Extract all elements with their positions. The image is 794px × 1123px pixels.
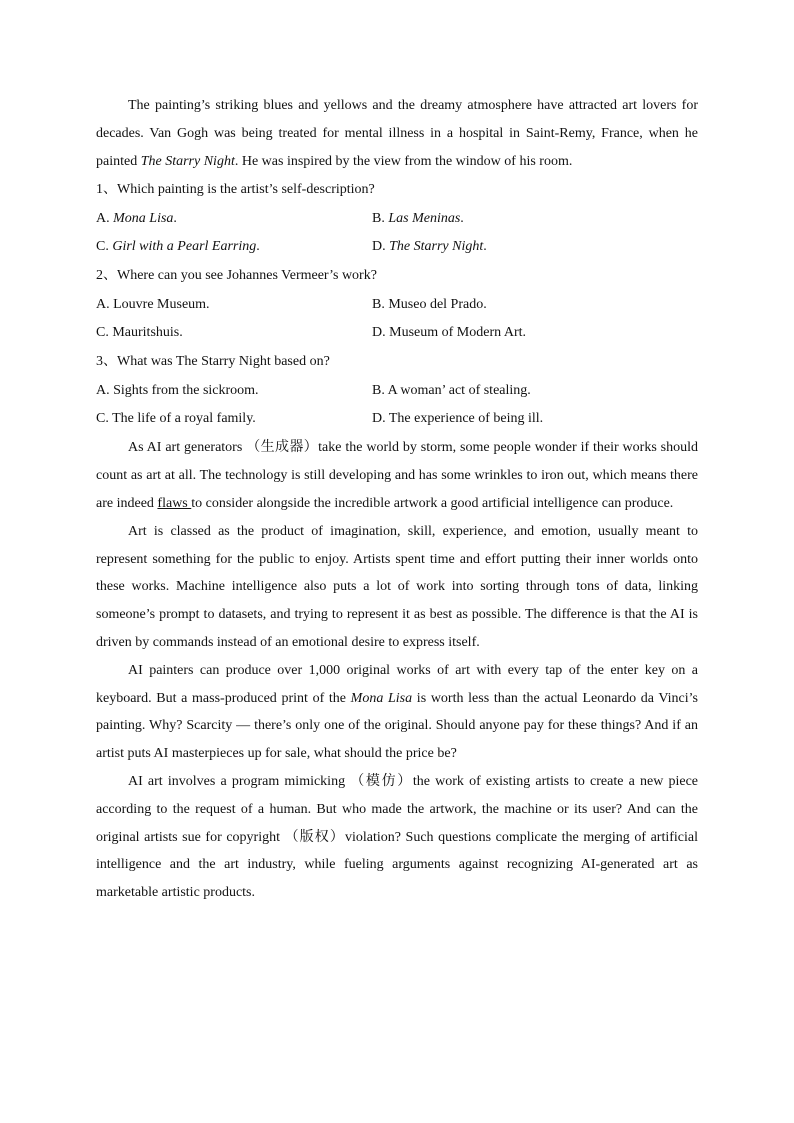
option-d[interactable] [372,233,698,261]
text-run: . He was inspired by the view from the window of his room. [234,153,573,169]
option-end: . [173,211,177,227]
option-text: The life of a royal family. [112,411,256,427]
option-text: Girl with a Pearl Earring [112,239,257,255]
option-text: Museo del Prado. [388,297,487,313]
option-letter: D. [372,325,390,341]
text-run: is worth less than the actual Leonardo da Vinci’s painting. Why? Scarcity — there’s only one of the original. Should anyone pay for these things? And if an artist puts AI masterpieces up for sale, what should the price be? [96,690,698,762]
option-b[interactable] [372,377,698,405]
option-text: A woman’ act of stealing. [387,383,531,399]
option-text: Mauritshuis. [112,325,183,341]
passage-2-paragraph-1 [96,434,698,517]
option-text: The experience of being ill. [388,411,544,427]
text-run: take the world by storm, some people wonder if their works should count as art at all. The technology is still developing and has some wrinkles to iron out, which means there are indeed [96,440,699,511]
painting-title: Mona Lisa [350,690,413,706]
chinese-gloss: （生成器） [246,439,319,456]
option-letter: A. [96,297,114,313]
option-text: The Starry Night [389,239,484,255]
question-1-stem: 1、Which painting is the artist’s self-description? [96,182,375,198]
option-text: Museum of Modern Art. [389,325,527,341]
option-b[interactable] [372,205,698,233]
option-text: Mona Lisa [113,211,174,227]
chinese-gloss: （版权） [284,828,345,845]
option-end: . [483,239,487,255]
option-letter: C. [96,325,113,341]
text-run: As AI art generators [128,440,247,456]
option-text: Louvre Museum. [113,297,210,313]
option-letter: B. [372,297,389,313]
option-letter: C. [96,411,113,427]
text-run: the work of existing artists to create a new piece according to the request of a human. But who made the artwork, the machine or its user? And can the original artists sue for copyright [96,773,698,845]
option-letter: B. [372,383,388,399]
option-text: Sights from the sickroom. [113,383,259,399]
option-d[interactable] [372,405,698,433]
text-run: violation? Such questions complicate the merging of artificial intelligence and the art industry, while fueling arguments against recognizing AI-generated art as marketable artistic products. [96,829,698,901]
question-2-stem: 2、Where can you see Johannes Vermeer’s work? [96,268,377,284]
option-c[interactable] [96,405,372,433]
underlined-word: flaws [157,495,192,511]
option-c[interactable] [96,233,372,261]
option-letter: A. [96,211,114,227]
text-run: AI art involves a program mimicking [128,773,351,789]
option-letter: B. [372,211,389,227]
document-page [96,92,698,907]
text-run: The painting’s striking blues and yellows and the dreamy atmosphere have attracted art lovers for decades. Van Gogh was being treated for mental illness in a hospital in Saint-Remy, France, when he painted [96,98,698,169]
passage-2-paragraph-4 [96,768,698,907]
chinese-gloss: （模仿） [350,772,413,789]
question-2-options [96,291,698,347]
text-run: to consider alongside the incredible artwork a good artificial intelligence can produce. [191,495,674,511]
option-a[interactable] [96,291,372,319]
option-d[interactable] [372,319,698,347]
option-letter: D. [372,411,389,427]
option-letter: C. [96,239,113,255]
passage-2-paragraph-2: Art is classed as the product of imagination, skill, experience, and emotion, usually meant to represent something for the public to enjoy. Artists spent time and effort putting their inner worlds onto these works. Machine intelligence also puts a lot of work into sorting through tons of data, linking someone’s prompt to datasets, and trying to represent it as best as possible. The difference is that the AI is driven by commands instead of an emotional desire to express itself. [96,523,698,650]
passage-2-paragraph-3 [96,657,698,768]
option-a[interactable] [96,377,372,405]
question-1-options [96,205,698,261]
text-run: AI painters can produce over 1,000 original works of art with every tap of the enter key on a keyboard. But a mass-produced print of the [96,662,698,706]
question-3-options [96,377,698,433]
option-b[interactable] [372,291,698,319]
question-3-stem: 3、What was The Starry Night based on? [96,354,330,370]
passage-1-paragraph [96,92,698,175]
option-letter: D. [372,239,390,255]
option-a[interactable] [96,205,372,233]
option-letter: A. [96,383,114,399]
option-c[interactable] [96,319,372,347]
option-text: Las Meninas [388,211,461,227]
option-end: . [460,211,464,227]
painting-title: The Starry Night [140,153,235,169]
option-end: . [256,239,260,255]
